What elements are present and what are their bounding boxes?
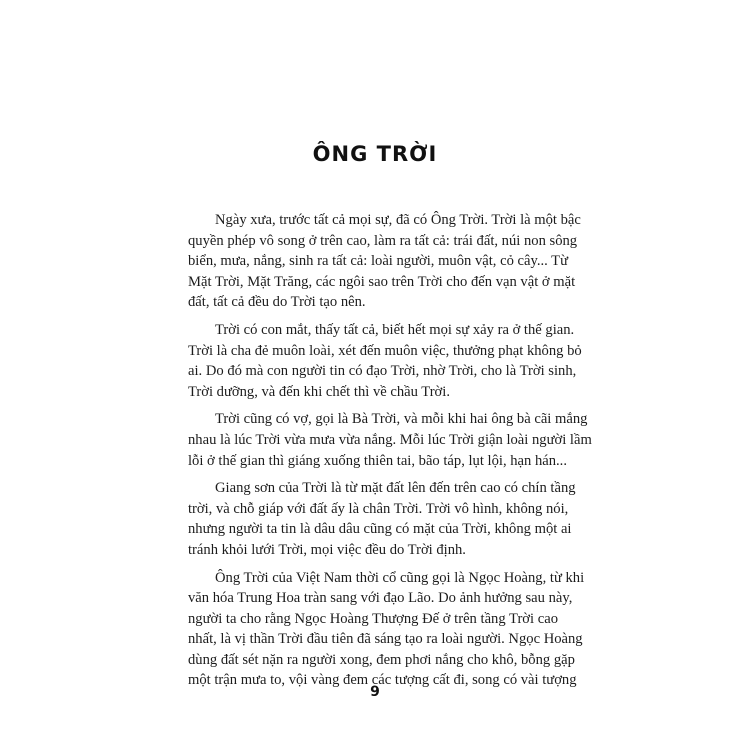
text-line: Trời dưỡng, và đến khi chết thì về chầu Trời.	[188, 383, 450, 400]
chapter-title: ÔNG TRỜI	[312, 142, 438, 166]
paragraph-5	[188, 568, 585, 692]
text-line: nhau là lúc Trời vừa mưa vừa nắng. Mỗi lúc Trời giận loài người lầm	[188, 431, 592, 448]
text-line: Ngày xưa, trước tất cả mọi sự, đã có Ông Trời. Trời là một bậc	[215, 212, 581, 228]
text-line: văn hóa Trung Hoa tràn sang với đạo Lão. Do ảnh hưởng sau này,	[188, 590, 573, 607]
text-line: Trời là cha đẻ muôn loài, xét đến muôn việc, thưởng phạt không bỏ	[188, 342, 582, 359]
text-line: người ta cho rằng Ngọc Hoàng Thượng Đế ở trên tầng Trời cao	[188, 610, 558, 627]
text-line: Ông Trời của Việt Nam thời cổ cũng gọi là Ngọc Hoàng, từ khi	[215, 569, 585, 586]
text-line: trời, và chỗ giáp với đất ấy là chân Trời. Trời vô hình, không nói,	[188, 500, 569, 517]
text-line: Trời cũng có vợ, gọi là Bà Trời, và mỗi khi hai ông bà cãi mắng	[215, 411, 588, 428]
text-line: một trận mưa to, vội vàng đem các tượng cất đi, song có vài tượng	[188, 672, 577, 689]
text-line: tránh khỏi lưới Trời, mọi việc đều do Trời định.	[188, 541, 466, 558]
text-line: Giang sơn của Trời là từ mặt đất lên đến trên cao có chín tầng	[215, 480, 576, 497]
text-line: đất, tất cả đều do Trời tạo nên.	[188, 294, 366, 311]
paragraph-2	[188, 320, 582, 402]
text-line: Mặt Trời, Mặt Trăng, các ngôi sao trên Trời cho đến vạn vật ở mặt	[188, 273, 576, 290]
text-line: biển, mưa, nắng, sinh ra tất cả: loài người, muôn vật, cỏ cây... Từ	[188, 253, 568, 270]
page-number: 9	[370, 684, 380, 700]
text-line: nhưng người ta tin là dâu dâu cũng có mặt của Trời, không một ai	[188, 521, 572, 538]
text-line: nhất, là vị thần Trời đầu tiên đã sáng tạo ra loài người. Ngọc Hoàng	[188, 631, 583, 648]
text-line: dùng đất sét nặn ra người xong, đem phơi nắng cho khô, bỗng gặp	[188, 651, 575, 668]
paragraph-3	[188, 409, 592, 471]
body-text	[188, 210, 592, 698]
text-line: lỗi ở thế gian thì giáng xuống thiên tai, bão táp, lụt lội, hạn hán...	[188, 452, 567, 469]
text-line: ai. Do đó mà con người tin có đạo Trời, nhờ Trời, cho là Trời sinh,	[188, 363, 577, 380]
paragraph-4	[188, 478, 576, 560]
paragraph-1	[188, 210, 581, 313]
text-line: quyền phép vô song ở trên cao, làm ra tất cả: trái đất, núi non sông	[188, 232, 578, 249]
text-line: Trời có con mắt, thấy tất cả, biết hết mọi sự xảy ra ở thế gian.	[215, 321, 575, 338]
